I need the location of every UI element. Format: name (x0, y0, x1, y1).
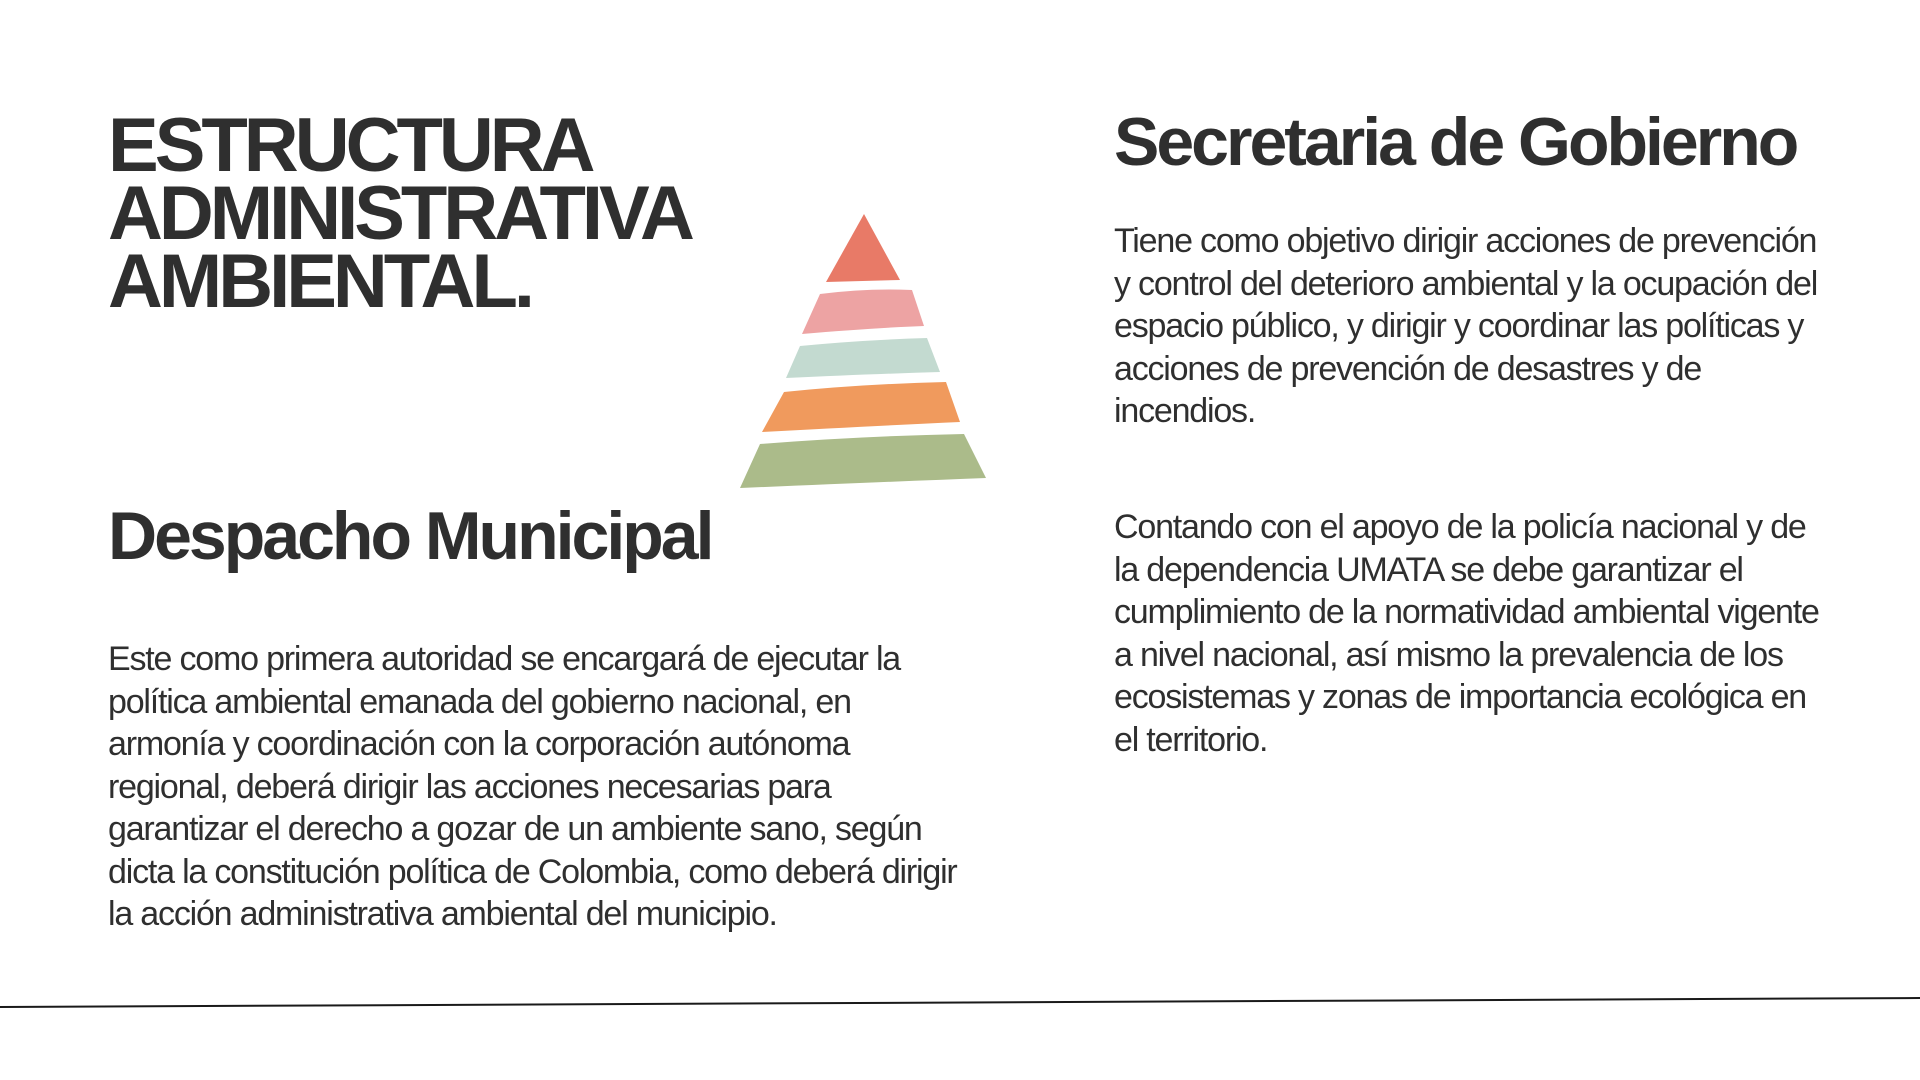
main-title-line-3: AMBIENTAL. (108, 239, 531, 324)
pyramid-tier-3 (786, 338, 940, 378)
pyramid-tier-1 (826, 214, 900, 282)
main-title-line-2: ADMINISTRATIVA (108, 171, 691, 256)
despacho-municipal-title: Despacho Municipal (108, 498, 712, 574)
despacho-municipal-body: Este como primera autoridad se encargará de ejecutar la política ambiental emanada del gobierno nacional, en armonía y coordinación con la corporación autónoma regional, deberá dirigir las acciones necesarias para garantizar el derecho a gozar de un ambiente sano, según dicta la constitución política de Colombia, como deberá dirigir la acción administrativa ambiental del municipio. (108, 640, 957, 933)
layered-pyramid-icon (722, 208, 1006, 492)
secretaria-gobierno-paragraph-1: Tiene como objetivo dirigir acciones de prevención y control del deterioro ambiental y la ocupación del espacio público, y dirigir y coordinar las políticas y acciones de prevención de desastres y de incendios. (1114, 222, 1818, 430)
pyramid-tier-2 (802, 290, 924, 335)
pyramid-tier-4 (762, 382, 960, 432)
main-title (108, 103, 768, 324)
secretaria-gobierno-paragraph-2: Contando con el apoyo de la policía nacional y de la dependencia UMATA se debe garantizar el cumplimiento de la normatividad ambiental vigente a nivel nacional, así mismo la prevalencia de los ecosistemas y zonas de importancia ecológica en el territorio. (1114, 508, 1819, 759)
pyramid-tier-5 (740, 434, 986, 488)
bottom-divider-line (0, 990, 1920, 1010)
secretaria-gobierno-title: Secretaria de Gobierno (1114, 104, 1797, 180)
main-title-line-1: ESTRUCTURA (108, 103, 592, 188)
